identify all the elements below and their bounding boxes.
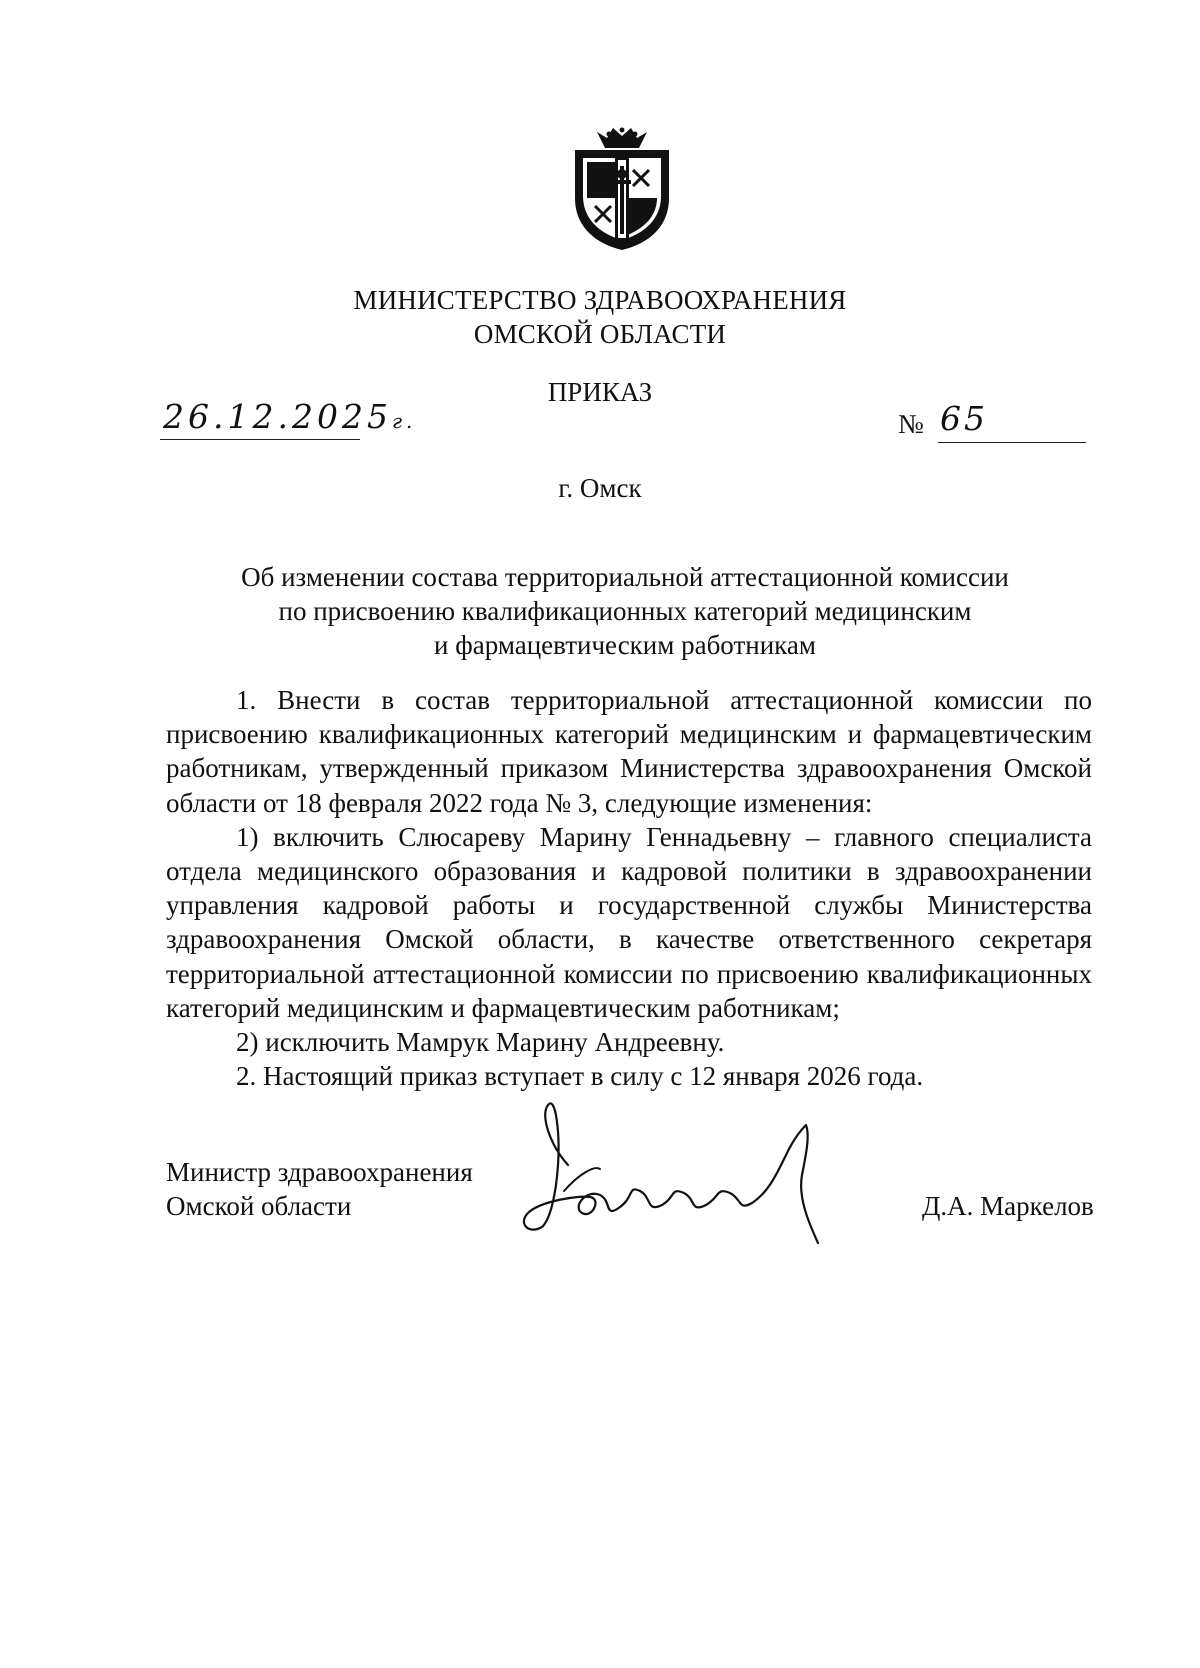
order-number: 65 — [940, 399, 988, 438]
handwritten-signature — [520, 1095, 905, 1245]
order-date-value: 26.12.2025 — [163, 397, 392, 436]
order-number-label: № — [898, 409, 924, 439]
coat-of-arms-emblem — [567, 126, 677, 251]
signatory-name: Д.А. Маркелов — [922, 1191, 1094, 1221]
signatory-title-line2: Омской области — [166, 1191, 352, 1221]
signatory-title-line1: Министр здравоохранения — [166, 1157, 473, 1187]
ministry-name-line1: МИНИСТЕРСТВО ЗДРАВООХРАНЕНИЯ — [353, 285, 847, 315]
ministry-name-line2: ОМСКОЙ ОБЛАСТИ — [473, 319, 727, 349]
city-line: г. Омск — [558, 473, 642, 503]
order-date-suffix: г. — [391, 409, 417, 433]
order-subject — [160, 560, 1090, 662]
document-type-title: ПРИКАЗ — [547, 377, 653, 407]
subject-line2: по присвоению квалификационных категорий медицинским — [278, 596, 972, 626]
subject-line1: Об изменении состава территориальной аттестационной комиссии — [241, 562, 1009, 592]
order-body — [166, 683, 1092, 1093]
ministry-name — [0, 283, 1200, 351]
order-date — [163, 397, 416, 436]
paragraph-subitem-2: 2) исключить Мамрук Марину Андреевну. — [236, 1027, 725, 1058]
date-underline — [160, 439, 360, 440]
paragraph-subitem-1: 1) включить Слюсареву Марину Геннадьевну – главного специалиста отдела медицинского образования и кадровой политики в здравоохранении управления кадровой работы и государственной службы Министерства здравоохранения Омской области, в качестве ответственного секретаря территориальной аттестационной комиссии по присвоению квалификационных категорий медицинским и фармацевтическим работникам; — [166, 821, 1092, 1023]
subject-line3: и фармацевтическим работникам — [434, 630, 816, 660]
signatory-title — [166, 1155, 473, 1223]
number-underline — [938, 442, 1086, 443]
paragraph-item-2: 2. Настоящий приказ вступает в силу с 12 января 2026 года. — [236, 1061, 924, 1092]
paragraph-item-1: 1. Внести в состав территориальной аттестационной комиссии по присвоению квалификационных категорий медицинским и фармацевтическим работникам, утвержденный приказом Министерства здравоохранения Омской области от 18 февраля 2022 года № 3, следующие изменения: — [166, 685, 1092, 818]
